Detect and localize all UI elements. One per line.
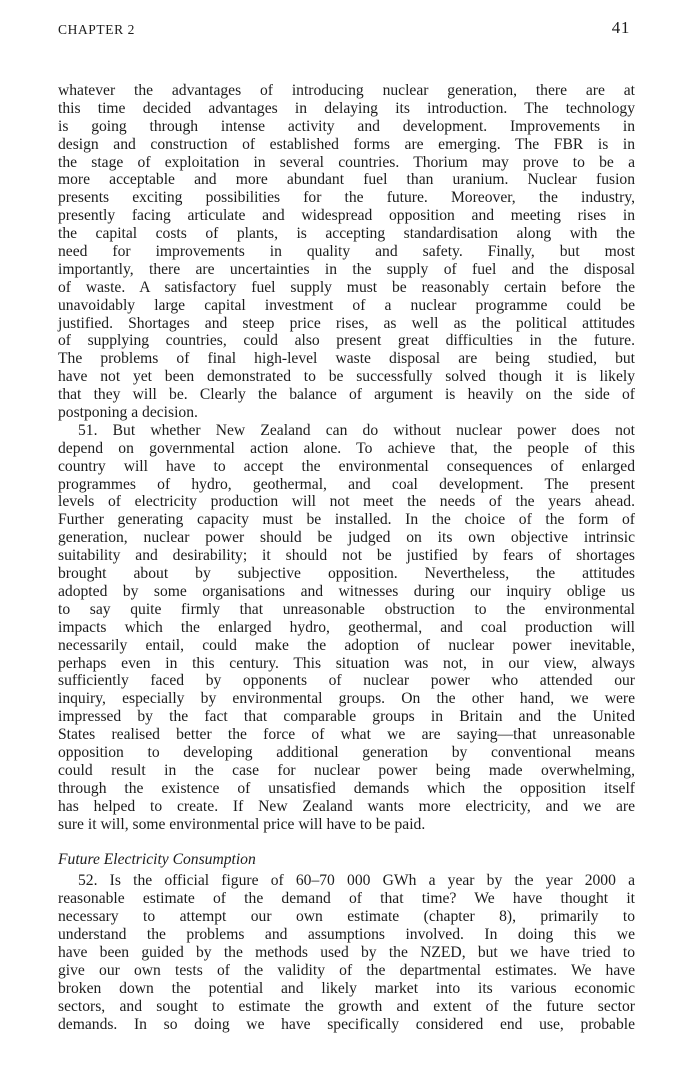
text-line: opposition to developing additional generation by conventional means [58, 743, 635, 761]
text-line: impressed by the fact that comparable groups in Britain and the United [58, 708, 635, 726]
text-line: generation, nuclear power should be judged on its own objective intrinsic [58, 529, 635, 547]
chapter-label: CHAPTER 2 [58, 22, 136, 37]
text-line: design and construction of established forms are emerging. The FBR is in [58, 135, 635, 153]
text-line: presents exciting possibilities for the future. Moreover, the industry, [58, 189, 635, 207]
page-number: 41 [611, 18, 630, 37]
paragraph-52 [58, 872, 635, 1033]
body-text [58, 82, 635, 1033]
running-header [58, 18, 630, 42]
text-line: reasonable estimate of the demand of that time? We have thought it [58, 890, 635, 908]
text-line: the stage of exploitation in several countries. Thorium may prove to be a [58, 153, 635, 171]
text-line: give our own tests of the validity of the departmental estimates. We have [58, 961, 635, 979]
text-line: country will have to accept the environmental consequences of enlarged [58, 457, 635, 475]
text-line: States realised better the force of what we are saying—that unreasonable [58, 726, 635, 744]
text-line: levels of electricity production will not meet the needs of the years ahead. [58, 493, 635, 511]
text-line: have not yet been demonstrated to be successfully solved though it is likely [58, 368, 635, 386]
text-line: adopted by some organisations and witnesses during our inquiry oblige us [58, 582, 635, 600]
text-line: of waste. A satisfactory fuel supply must be reasonably certain before the [58, 278, 635, 296]
text-line: have been guided by the methods used by the NZED, but we have tried to [58, 943, 635, 961]
text-line: importantly, there are uncertainties in the supply of fuel and the disposal [58, 260, 635, 278]
text-line: programmes of hydro, geothermal, and coal development. The present [58, 475, 635, 493]
section-heading: Future Electricity Consumption [58, 851, 256, 869]
text-line: 52. Is the official figure of 60–70 000 GWh a year by the year 2000 a [78, 872, 635, 890]
text-line: depend on governmental action alone. To achieve that, the people of this [58, 439, 635, 457]
text-line: has helped to create. If New Zealand wants more electricity, and we are [58, 797, 635, 815]
text-line: this time decided advantages in delaying its introduction. The technology [58, 99, 635, 117]
text-line: through the existence of unsatisfied demands which the opposition itself [58, 779, 635, 797]
text-line: sufficiently faced by opponents of nuclear power who attended our [58, 672, 635, 690]
text-line: that they will be. Clearly the balance of argument is heavily on the side of [58, 386, 635, 404]
text-line: of supplying countries, could also present great difficulties in the future. [58, 332, 635, 350]
text-line: need for improvements in quality and safety. Finally, but most [58, 243, 635, 261]
text-line: sure it will, some environmental price will have to be paid. [58, 815, 426, 833]
text-line: brought about by subjective opposition. Nevertheless, the attitudes [58, 565, 635, 583]
text-line: understand the problems and assumptions involved. In doing this we [58, 926, 635, 944]
text-line: more acceptable and more abundant fuel than uranium. Nuclear fusion [58, 171, 635, 189]
text-line: Further generating capacity must be installed. In the choice of the form of [58, 511, 635, 529]
text-line: 51. But whether New Zealand can do without nuclear power does not [78, 421, 635, 439]
text-line: impacts which the enlarged hydro, geothermal, and coal production will [58, 618, 635, 636]
text-line: necessarily entail, could make the adoption of nuclear power inevitable, [58, 636, 635, 654]
text-line: postponing a decision. [58, 404, 198, 422]
text-line: could result in the case for nuclear power being made overwhelming, [58, 761, 635, 779]
text-line: justified. Shortages and steep price rises, as well as the political attitudes [58, 314, 635, 332]
text-line: to say quite firmly that unreasonable obstruction to the environmental [58, 600, 635, 618]
paragraph [58, 82, 635, 422]
text-line: inquiry, especially by environmental groups. On the other hand, we were [58, 690, 635, 708]
text-line: presently facing articulate and widespread opposition and meeting rises in [58, 207, 635, 225]
text-line: the capital costs of plants, is accepting standardisation along with the [58, 225, 635, 243]
text-line: unavoidably large capital investment of a nuclear programme could be [58, 296, 635, 314]
text-line: sectors, and sought to estimate the growth and extent of the future sector [58, 997, 635, 1015]
text-line: perhaps even in this century. This situation was not, in our view, always [58, 654, 635, 672]
text-line: necessary to attempt our own estimate (chapter 8), primarily to [58, 908, 635, 926]
text-line: suitability and desirability; it should not be justified by fears of shortages [58, 547, 635, 565]
text-line: The problems of final high-level waste disposal are being studied, but [58, 350, 635, 368]
paragraph-51 [58, 422, 635, 833]
text-line: whatever the advantages of introducing nuclear generation, there are at [58, 82, 635, 99]
text-line: broken down the potential and likely market into its various economic [58, 979, 635, 997]
text-line: is going through intense activity and development. Improvements in [58, 117, 635, 135]
text-line: demands. In so doing we have specifically considered end use, probable [58, 1015, 635, 1033]
